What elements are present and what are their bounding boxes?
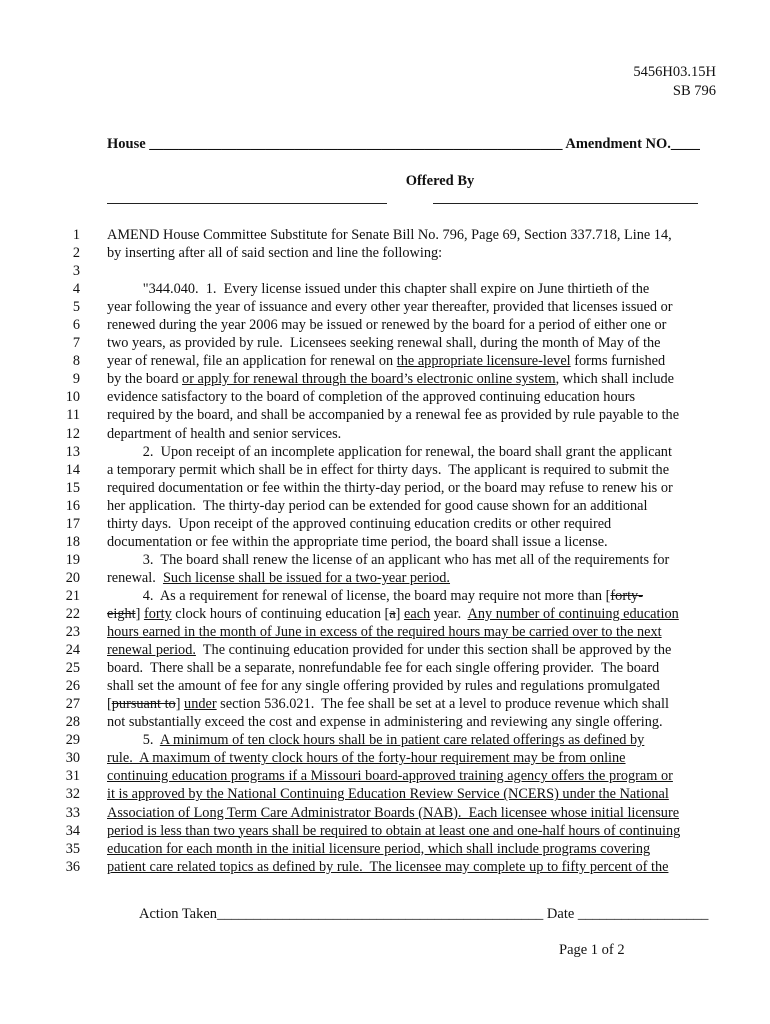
line-number: 28 xyxy=(65,714,80,731)
inserted-text: forty xyxy=(143,605,172,622)
text-line xyxy=(0,352,770,370)
line-text xyxy=(107,767,715,785)
text-segment: year following the year of issuance and every other year thereafter, provided that licenses issued or xyxy=(107,299,673,316)
line-text xyxy=(107,731,715,749)
text-line xyxy=(0,370,770,388)
line-text xyxy=(107,840,715,858)
text-line xyxy=(0,641,770,659)
text-segment: evidence satisfactory to the board of completion of the approved continuing education hours xyxy=(107,389,636,406)
text-line xyxy=(0,731,770,749)
text-line xyxy=(0,280,770,298)
offered-by-label: Offered By xyxy=(405,173,475,189)
line-text xyxy=(107,569,715,587)
text-line xyxy=(0,804,770,822)
line-number: 9 xyxy=(72,371,80,388)
text-segment: ] xyxy=(175,696,185,713)
inserted-text: continuing education programs if a Missouri board-approved training agency offers the program or xyxy=(107,768,673,785)
line-text xyxy=(107,370,715,388)
text-segment: required by the board, and shall be accompanied by a renewal fee as provided by rule payable to the xyxy=(107,407,680,424)
inserted-text: or apply for renewal through the board’s electronic online system xyxy=(182,371,556,388)
text-segment: renewed during the year 2006 may be issued or renewed by the board for a period of either one or xyxy=(107,317,667,334)
line-text xyxy=(107,785,715,803)
text-segment: 4. As a requirement for renewal of license, the board may require not more than [ xyxy=(107,587,611,604)
text-segment: clock hours of continuing education [ xyxy=(171,605,390,622)
line-number: 25 xyxy=(65,660,80,677)
line-text xyxy=(107,406,715,424)
text-line xyxy=(0,406,770,424)
text-segment: documentation or fee within the appropriate time period, the board shall issue a license. xyxy=(107,533,608,550)
line-text xyxy=(107,695,715,713)
text-segment: a temporary permit which shall be in effect for thirty days. The applicant is required to submit the xyxy=(107,461,670,478)
line-number: 11 xyxy=(66,407,80,424)
text-line xyxy=(0,767,770,785)
line-text xyxy=(107,551,715,569)
text-line xyxy=(0,298,770,316)
text-segment: ] xyxy=(395,605,405,622)
text-line xyxy=(0,840,770,858)
text-segment: 3. The board shall renew the license of an applicant who has met all of the requirements for xyxy=(107,551,670,568)
line-number: 31 xyxy=(65,768,80,785)
inserted-text: rule. A maximum of twenty clock hours of the forty-hour requirement may be from online xyxy=(107,750,626,767)
deleted-text: eight xyxy=(107,605,136,622)
amendment-body xyxy=(0,226,770,876)
line-number: 23 xyxy=(65,624,80,641)
text-line xyxy=(0,713,770,731)
line-number: 36 xyxy=(65,858,80,875)
inserted-text: A minimum of ten clock hours shall be in patient care related offerings as defined by xyxy=(159,732,645,749)
text-line xyxy=(0,623,770,641)
offered-by-signature-line-left xyxy=(107,203,387,204)
text-segment: her application. The thirty-day period can be extended for good cause shown for an additional xyxy=(107,497,648,514)
line-number: 4 xyxy=(72,281,80,298)
line-text xyxy=(107,316,715,334)
line-number: 26 xyxy=(65,678,80,695)
line-text xyxy=(107,334,715,352)
bill-number: SB 796 xyxy=(672,83,716,99)
text-segment: 5. xyxy=(107,732,160,749)
text-segment: section 536.021. The fee shall be set at a level to produce revenue which shall xyxy=(216,696,669,713)
line-text xyxy=(107,587,715,605)
line-text xyxy=(107,352,715,370)
text-segment: thirty days. Upon receipt of the approved continuing education credits or other required xyxy=(107,515,612,532)
line-number: 13 xyxy=(65,443,80,460)
inserted-text: education for each month in the initial licensure period, which shall include programs covering xyxy=(107,840,651,857)
line-text xyxy=(107,425,715,443)
text-line xyxy=(0,569,770,587)
text-segment: renewal. xyxy=(107,569,163,586)
text-segment: [ xyxy=(107,696,112,713)
line-text xyxy=(107,822,715,840)
text-segment: not substantially exceed the cost and expense in administering and reviewing any single offering. xyxy=(107,714,663,731)
line-number: 2 xyxy=(72,245,80,262)
text-segment: AMEND House Committee Substitute for Senate Bill No. 796, Page 69, Section 337.718, Line 14, xyxy=(107,227,672,243)
line-text xyxy=(107,388,715,406)
inserted-text: it is approved by the National Continuing Education Review Service (NCERS) under the National xyxy=(107,786,669,803)
inserted-text: the appropriate licensure-level xyxy=(396,353,571,370)
text-line xyxy=(0,605,770,623)
text-line xyxy=(0,479,770,497)
text-segment: The continuing education provided for under this section shall be approved by the xyxy=(195,642,672,659)
inserted-text: under xyxy=(184,696,217,713)
text-segment: two years, as provided by rule. Licensees seeking renewal shall, during the month of May of the xyxy=(107,335,661,352)
text-line xyxy=(0,551,770,569)
text-segment: ] xyxy=(135,605,144,622)
inserted-text: patient care related topics as defined by rule. The licensee may complete up to fifty percent of the xyxy=(107,858,669,875)
line-number: 6 xyxy=(72,317,80,334)
document-header xyxy=(633,63,716,101)
text-segment: year of renewal, file an application for renewal on xyxy=(107,353,397,370)
line-text xyxy=(107,244,715,262)
line-text xyxy=(107,533,715,551)
line-number: 21 xyxy=(65,587,80,604)
inserted-text: Such license shall be issued for a two-year period. xyxy=(162,569,451,586)
line-text xyxy=(107,605,715,623)
text-line xyxy=(0,443,770,461)
line-number: 35 xyxy=(65,840,80,857)
line-number: 20 xyxy=(65,569,80,586)
line-number: 7 xyxy=(72,335,80,352)
line-number: 18 xyxy=(65,533,80,550)
text-segment: forms furnished xyxy=(570,353,666,370)
inserted-text: period is less than two years shall be required to obtain at least one and one-half hours of continuing xyxy=(107,822,681,839)
text-line xyxy=(0,226,770,244)
line-text xyxy=(107,497,715,515)
line-text xyxy=(107,858,715,876)
text-line xyxy=(0,244,770,262)
line-number: 34 xyxy=(65,822,80,839)
line-number: 15 xyxy=(65,479,80,496)
line-text xyxy=(107,659,715,677)
text-segment: required documentation or fee within the thirty-day period, or the board may refuse to renew his or xyxy=(107,479,673,496)
text-segment: by the board xyxy=(107,371,183,388)
inserted-text: hours earned in the month of June in excess of the required hours may be carried over to the next xyxy=(107,624,662,641)
offered-by-signature-line-right xyxy=(433,203,698,204)
inserted-text: each xyxy=(404,605,431,622)
text-segment: department of health and senior services. xyxy=(107,425,342,442)
deleted-text: pursuant to xyxy=(111,696,176,713)
line-number: 33 xyxy=(65,804,80,821)
text-line xyxy=(0,822,770,840)
text-segment: shall set the amount of fee for any single offering provided by rules and regulations promulgated xyxy=(107,678,660,695)
text-segment: by inserting after all of said section and line the following: xyxy=(107,245,443,262)
line-number: 29 xyxy=(65,732,80,749)
page-number: Page 1 of 2 xyxy=(559,942,625,958)
line-number: 12 xyxy=(65,425,80,442)
line-text xyxy=(107,226,715,244)
text-line xyxy=(0,425,770,443)
line-text xyxy=(107,298,715,316)
line-text xyxy=(107,515,715,533)
text-line xyxy=(0,388,770,406)
line-number: 19 xyxy=(65,551,80,568)
text-segment: board. There shall be a separate, nonrefundable fee for each single offering provider. The board xyxy=(107,660,660,677)
text-line xyxy=(0,262,770,280)
text-line xyxy=(0,316,770,334)
text-line xyxy=(0,785,770,803)
text-line xyxy=(0,334,770,352)
line-number: 16 xyxy=(65,497,80,514)
text-line xyxy=(0,677,770,695)
inserted-text: Association of Long Term Care Administrator Boards (NAB). Each licensee whose initial licensure xyxy=(107,804,680,821)
text-line xyxy=(0,533,770,551)
line-number: 24 xyxy=(65,642,80,659)
line-number: 32 xyxy=(65,786,80,803)
line-number: 5 xyxy=(72,299,80,316)
line-number: 3 xyxy=(72,263,80,280)
line-text xyxy=(107,713,715,731)
line-text xyxy=(107,479,715,497)
line-number: 17 xyxy=(65,515,80,532)
deleted-text: forty- xyxy=(610,587,643,604)
line-text xyxy=(107,749,715,767)
line-text xyxy=(107,623,715,641)
text-segment: 2. Upon receipt of an incomplete application for renewal, the board shall grant the applicant xyxy=(107,443,672,460)
line-number: 30 xyxy=(65,750,80,767)
document-code: 5456H03.15H xyxy=(633,64,716,80)
text-line xyxy=(0,858,770,876)
line-text xyxy=(107,641,715,659)
line-number: 10 xyxy=(65,389,80,406)
text-segment: "344.040. 1. Every license issued under this chapter shall expire on June thirtieth of the xyxy=(107,281,650,298)
action-taken-line: Action Taken_____________________________________________ Date __________________ xyxy=(139,906,709,922)
line-number: 1 xyxy=(72,227,80,243)
line-text xyxy=(107,804,715,822)
line-number: 22 xyxy=(65,605,80,622)
text-line xyxy=(0,497,770,515)
text-segment: year. xyxy=(430,605,468,622)
text-line xyxy=(0,695,770,713)
line-text xyxy=(107,443,715,461)
line-number: 8 xyxy=(72,353,80,370)
line-text xyxy=(107,677,715,695)
text-segment: , which shall include xyxy=(555,371,674,388)
line-text xyxy=(107,461,715,479)
inserted-text: Any number of continuing education xyxy=(467,605,679,622)
text-line xyxy=(0,515,770,533)
text-line xyxy=(0,749,770,767)
line-number: 14 xyxy=(65,461,80,478)
text-line xyxy=(0,587,770,605)
text-line xyxy=(0,461,770,479)
house-amendment-line: House _________________________________________________________ Amendment NO.____ xyxy=(107,136,700,152)
text-line xyxy=(0,659,770,677)
line-text xyxy=(107,280,715,298)
deleted-text: a xyxy=(389,605,396,622)
inserted-text: renewal period. xyxy=(107,642,196,659)
line-number: 27 xyxy=(65,696,80,713)
